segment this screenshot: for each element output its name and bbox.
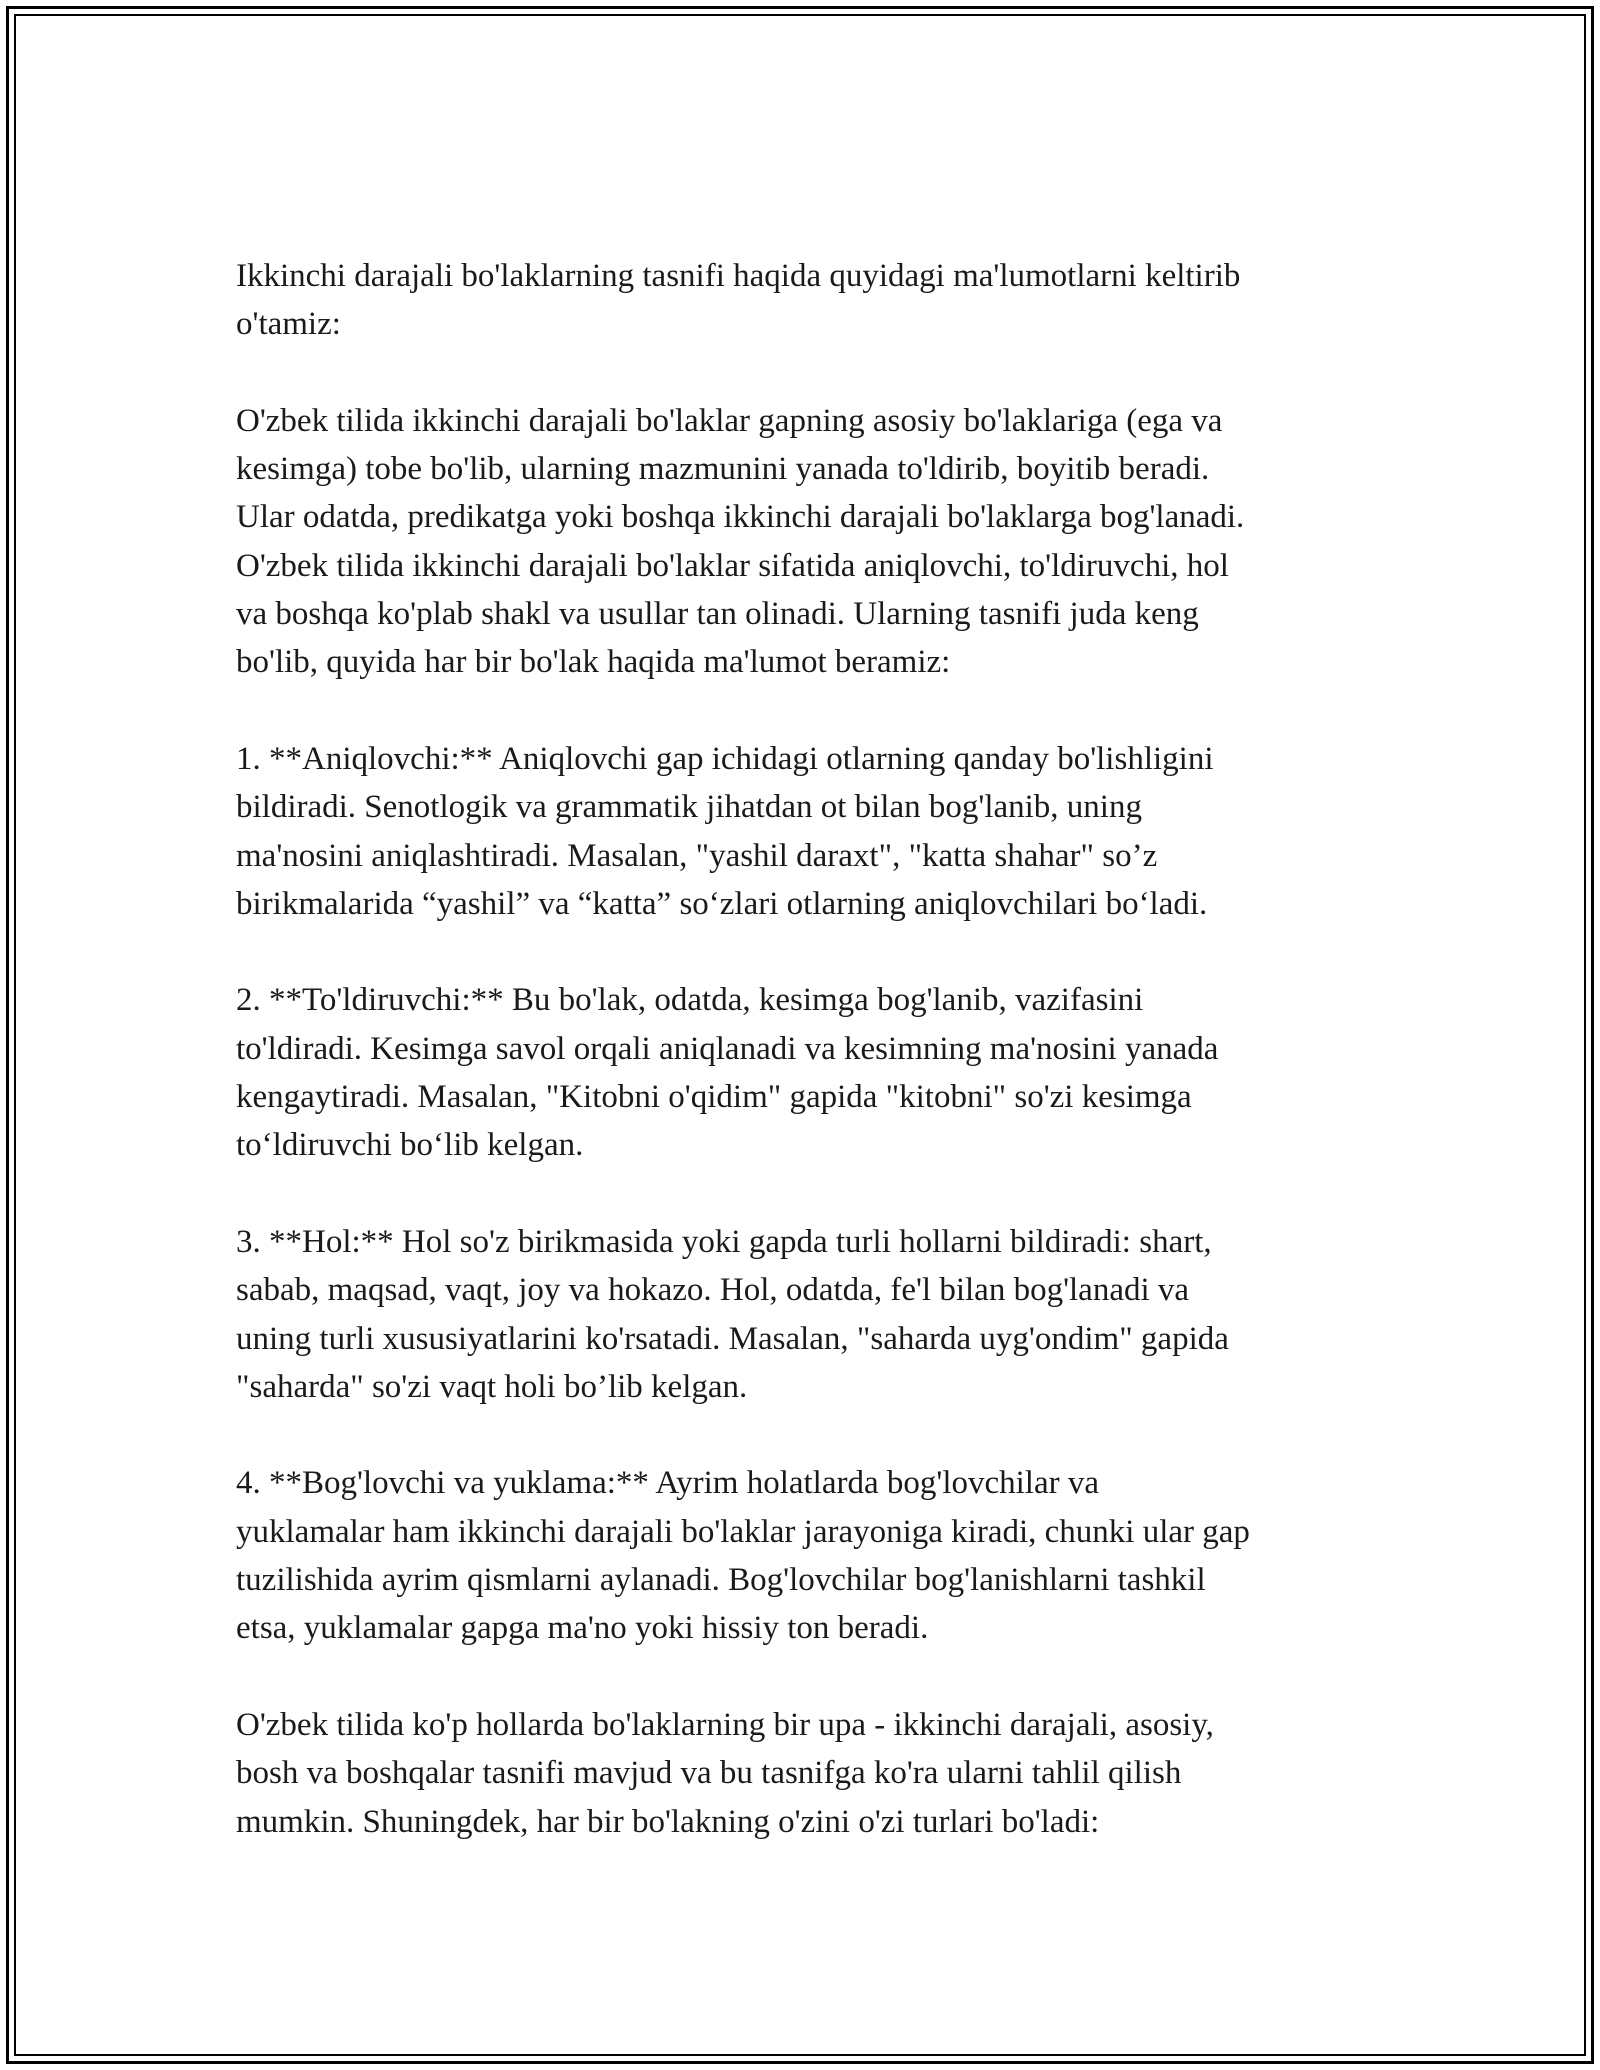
document-body	[236, 252, 1376, 1846]
intro-paragraph: Ikkinchi darajali bo'laklarning tasnifi haqida quyidagi ma'lumotlarni keltirib o'tamiz:	[236, 258, 1241, 343]
conclusion-paragraph: O'zbek tilida ko'p hollarda bo'laklarning bir upa - ikkinchi darajali, asosiy, bosh va boshqalar tasnifi mavjud va bu tasnifga ko'ra ularni tahlil qilish mumkin. Shuningdek, har bir bo'lakning o'zini o'zi turlari bo'ladi:	[236, 1706, 1214, 1840]
overview-paragraph: O'zbek tilida ikkinchi darajali bo'laklar gapning asosiy bo'laklariga (ega va kesimga) tobe bo'lib, ularning mazmunini yanada to'ldirib, boyitib beradi. Ular odatda, predikatga yoki boshqa ikkinchi darajali bo'laklarga bog'lanadi. O'zbek tilida ikkinchi darajali bo'laklar sifatida aniqlovchi, to'ldiruvchi, hol va boshqa ko'plab shakl va usullar tan olinadi. Ularning tasnifi juda keng bo'lib, quyida har bir bo'lak haqida ma'lumot beramiz:	[236, 402, 1245, 681]
item-aniqlovchi-paragraph: 1. **Aniqlovchi:** Aniqlovchi gap ichidagi otlarning qanday bo'lishligini bildiradi. Senotlogik va grammatik jihatdan ot bilan bog'lanib, uning ma'nosini aniqlashtiradi. Masalan, "yashil daraxt", "katta shahar" so’z birikmalarida “yashil” va “katta” so‘zlari otlarning aniqlovchilari bo‘ladi.	[236, 740, 1214, 922]
item-toldiruvchi-paragraph: 2. **To'ldiruvchi:** Bu bo'lak, odatda, kesimga bog'lanib, vazifasini to'ldiradi. Kesimga savol orqali aniqlanadi va kesimning ma'nosini yanada kengaytiradi. Masalan, "Kitobni o'qidim" gapida "kitobni" so'zi kesimga to‘ldiruvchi bo‘lib kelgan.	[236, 982, 1219, 1164]
item-boglovchi-paragraph: 4. **Bog'lovchi va yuklama:** Ayrim holatlarda bog'lovchilar va yuklamalar ham ikkinchi darajali bo'laklar jarayoniga kiradi, chunki ular gap tuzilishida ayrim qismlarni aylanadi. Bog'lovchilar bog'lanishlarni tashkil etsa, yuklamalar gapga ma'no yoki hissiy ton beradi.	[236, 1465, 1250, 1647]
item-hol-paragraph: 3. **Hol:** Hol so'z birikmasida yoki gapda turli hollarni bildiradi: shart, sabab, maqsad, vaqt, joy va hokazo. Hol, odatda, fe'l bilan bog'lanadi va uning turli xususiyatlarini ko'rsatadi. Masalan, "saharda uyg'ondim" gapida "saharda" so'zi vaqt holi bo’lib kelgan.	[236, 1223, 1229, 1405]
